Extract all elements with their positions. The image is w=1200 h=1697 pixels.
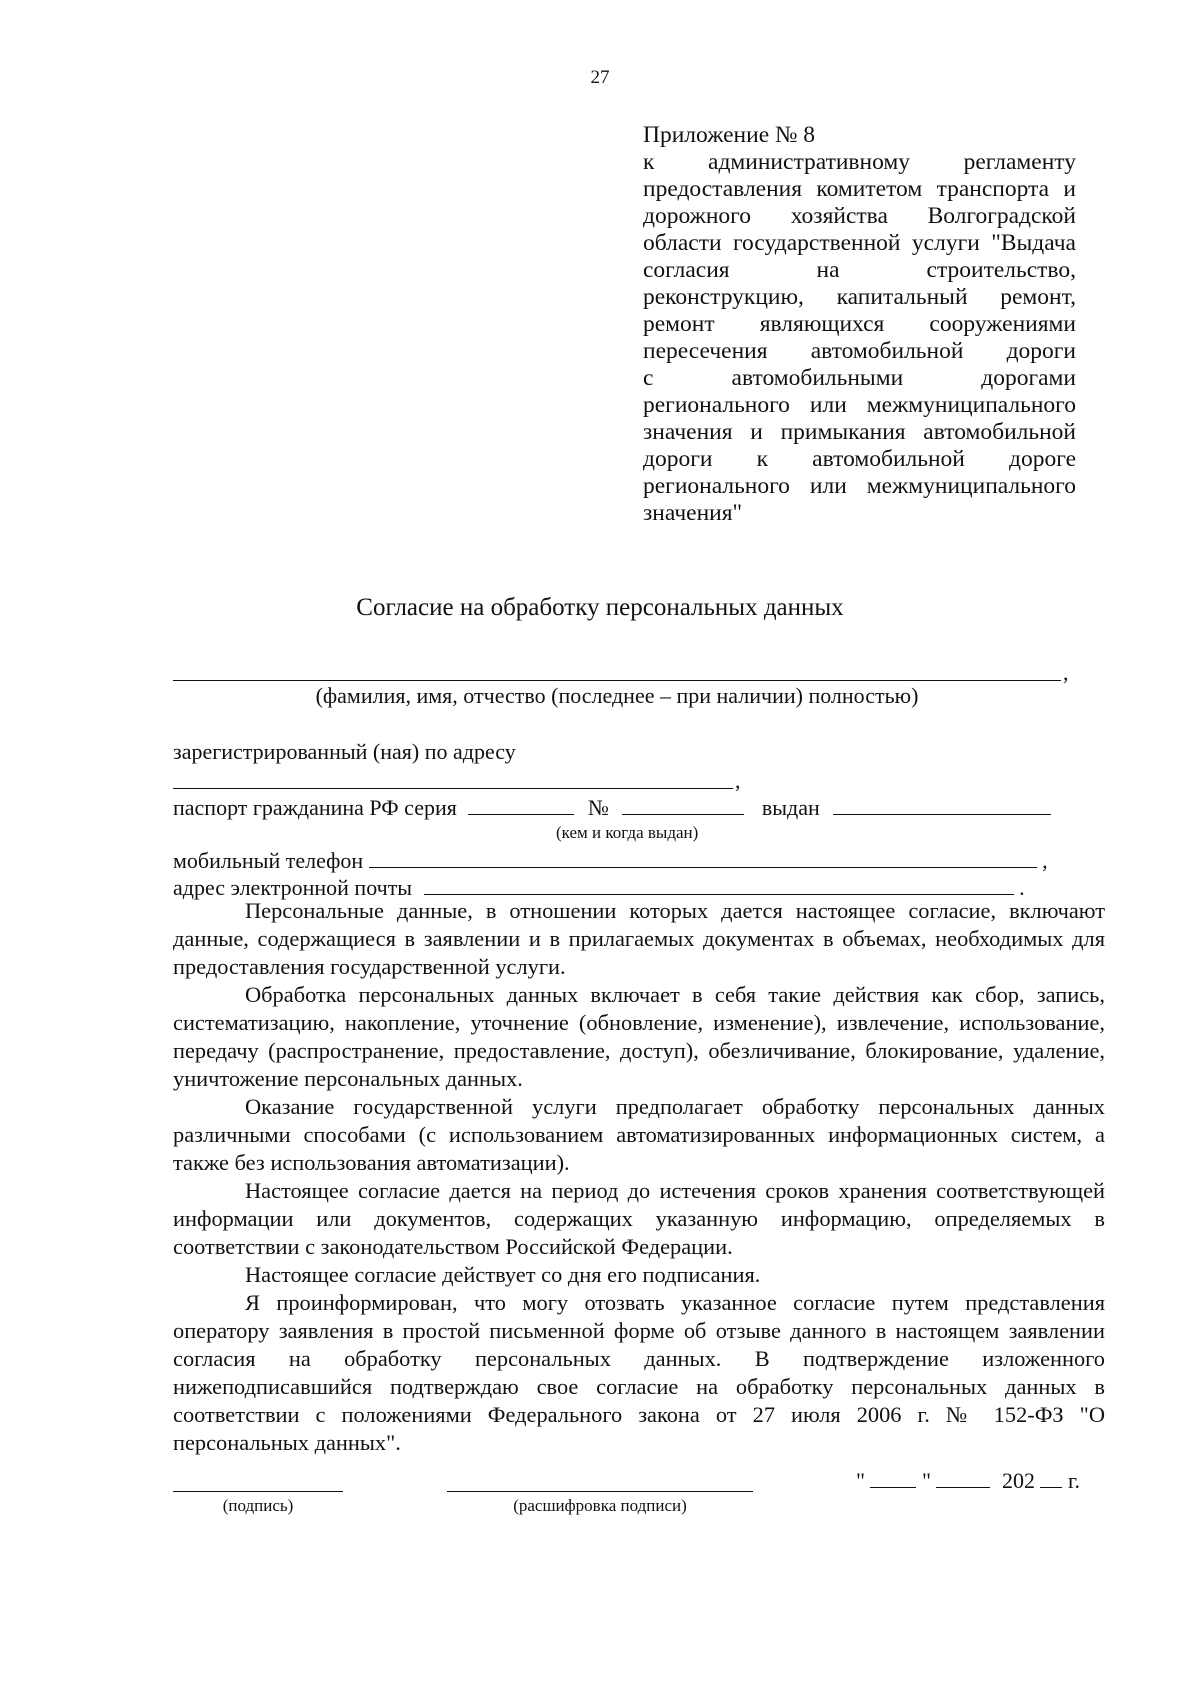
appendix-line: дороги к автомобильной дороге xyxy=(643,446,1076,472)
appendix-line: ремонт являющихся сооружениями xyxy=(643,311,1076,337)
passport-number-label: № xyxy=(587,795,609,820)
paragraph: Настоящее согласие дается на период до истечения сроков хранения соответствующей информации или документов, содержащих указанную информацию, определяемых в соответствии с законодательством Российской Федерации. xyxy=(173,1178,1105,1259)
phone-comma: , xyxy=(1042,848,1048,873)
paragraph: Персональные данные, в отношении которых дается настоящее согласие, включают данные, содержащиеся в заявлении и в прилагаемых документах в объемах, необходимых для предоставления государственной услуги. xyxy=(173,898,1105,979)
paragraph: Оказание государственной услуги предполагает обработку персональных данных различными способами (с использованием автоматизированных информационных систем, а также без использования автоматизации). xyxy=(173,1094,1105,1175)
full-name-caption: (фамилия, имя, отчество (последнее – при наличии) полностью) xyxy=(315,683,919,708)
appendix-line: значения" xyxy=(643,500,743,526)
full-name-field[interactable] xyxy=(173,680,1061,681)
paragraph: Я проинформирован, что могу отозвать указанное согласие путем представления оператору заявления в простой письменной форме об отзыве данного в настоящем заявлении согласия на обработку персональных данных. В подтверждение изложенного нижеподписавшийся подтверждаю свое согласие на обработку персональных данных в соответствии с положениями Федерального закона от 27 июля 2006 г. № 152-ФЗ "О персональных данных". xyxy=(173,1290,1105,1455)
signature-caption: (подпись) xyxy=(222,1496,294,1515)
email-field[interactable] xyxy=(424,874,1014,895)
appendix-line: реконструкцию, капитальный ремонт, xyxy=(643,284,1076,310)
issued-label: выдан xyxy=(761,795,820,820)
signature-decoding-field[interactable] xyxy=(447,1491,753,1492)
address-field[interactable] xyxy=(173,788,733,789)
date-year-field[interactable] xyxy=(1040,1467,1062,1488)
document-title: Согласие на обработку персональных данных xyxy=(356,594,844,621)
appendix-line: согласия на строительство, xyxy=(643,257,1076,283)
email-period: . xyxy=(1019,875,1025,900)
issued-caption: (кем и когда выдан) xyxy=(556,823,699,842)
paragraph: Настоящее согласие действует со дня его подписания. xyxy=(245,1262,761,1287)
appendix-line: регионального или межмуниципального xyxy=(643,392,1076,418)
date-day-field[interactable] xyxy=(870,1467,916,1488)
appendix-line: к административному регламенту xyxy=(643,149,1076,175)
date-year: 202 xyxy=(1001,1468,1035,1493)
phone-field[interactable] xyxy=(369,847,1037,868)
date-quote-close: " xyxy=(921,1468,931,1493)
appendix-header xyxy=(643,122,1076,527)
phone-row xyxy=(173,847,1048,874)
page-number: 27 xyxy=(590,67,610,88)
passport-row xyxy=(173,794,1051,821)
passport-number-field[interactable] xyxy=(622,794,744,815)
date-month-field[interactable] xyxy=(936,1467,990,1488)
full-name-comma: , xyxy=(1063,660,1069,685)
signing-date xyxy=(856,1467,1080,1494)
appendix-line: значения и примыкания автомобильной xyxy=(643,419,1076,445)
email-label: адрес электронной почты xyxy=(173,875,413,900)
address-label: зарегистрированный (ная) по адресу xyxy=(173,739,516,764)
appendix-line: с автомобильными дорогами xyxy=(643,365,1076,391)
signature-field[interactable] xyxy=(173,1491,343,1492)
issued-by-field[interactable] xyxy=(833,794,1051,815)
date-quote-open: " xyxy=(856,1468,865,1493)
consent-body xyxy=(173,897,1105,1457)
appendix-line: дорожного хозяйства Волгоградской xyxy=(643,203,1076,229)
appendix-line: предоставления комитетом транспорта и xyxy=(643,176,1076,202)
appendix-line: области государственной услуги "Выдача xyxy=(643,230,1076,256)
appendix-line: регионального или межмуниципального xyxy=(643,473,1076,499)
passport-series-field[interactable] xyxy=(468,794,574,815)
address-comma: , xyxy=(735,768,741,793)
passport-series-label: паспорт гражданина РФ серия xyxy=(173,795,457,820)
appendix-line: Приложение № 8 xyxy=(643,122,816,148)
signature-decoding-caption: (расшифровка подписи) xyxy=(513,1496,687,1515)
date-suffix: г. xyxy=(1067,1468,1081,1493)
phone-label: мобильный телефон xyxy=(173,848,364,873)
paragraph: Обработка персональных данных включает в себя такие действия как сбор, запись, систематизацию, накопление, уточнение (обновление, изменение), извлечение, использование, передачу (распространение, предоставление, доступ), обезличивание, блокирование, удаление, уничтожение персональных данных. xyxy=(173,982,1105,1091)
appendix-line: пересечения автомобильной дороги xyxy=(643,338,1076,364)
